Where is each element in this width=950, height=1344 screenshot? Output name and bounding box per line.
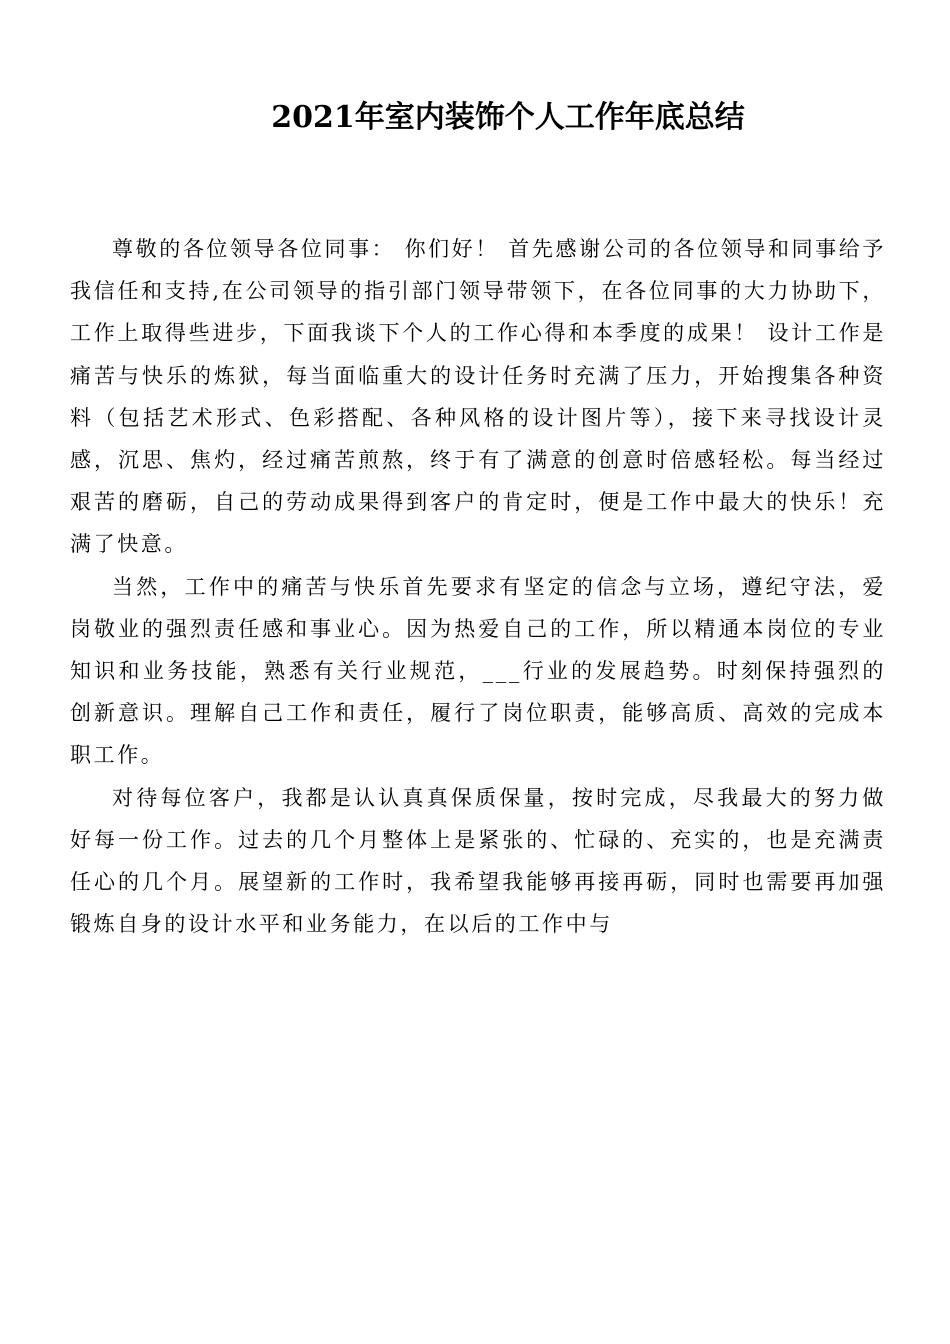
paragraph-2: 当然，工作中的痛苦与快乐首先要求有坚定的信念与立场，遵纪守法，爱岗敬业的强烈责任感和事业心。因为热爱自己的工作，所以精通本岗位的专业知识和业务技能，熟悉有关行业规范，___行业的发展趋势。时刻保持强烈的创新意识。理解自己工作和责任，履行了岗位职责，能够高质、高效的完成本职工作。 (70, 574, 886, 768)
document-body (70, 228, 886, 945)
paragraph-1: 尊敬的各位领导各位同事： 你们好！ 首先感谢公司的各位领导和同事给予我信任和支持,在公司领导的指引部门领导带领下，在各位同事的大力协助下，工作上取得些进步，下面我谈下个人的工作心得和本季度的成果！ 设计工作是痛苦与快乐的炼狱，每当面临重大的设计任务时充满了压力，开始搜集各种资料（包括艺术形式、色彩搭配、各种风格的设计图片等），接下来寻找设计灵感，沉思、焦灼，经过痛苦煎熬，终于有了满意的创意时倍感轻松。每当经过艰苦的磨砺，自己的劳动成果得到客户的肯定时，便是工作中最大的快乐！充满了快意。 (70, 237, 886, 557)
document-title: 2021年室内装饰个人工作年底总结 (271, 100, 745, 135)
paragraph-3: 对待每位客户，我都是认认真真保质保量，按时完成，尽我最大的努力做好每一份工作。过去的几个月整体上是紧张的、忙碌的、充实的，也是充满责任心的几个月。展望新的工作时，我希望我能够再接再砺，同时也需要再加强锻炼自身的设计水平和业务能力，在以后的工作中与 (70, 785, 886, 937)
